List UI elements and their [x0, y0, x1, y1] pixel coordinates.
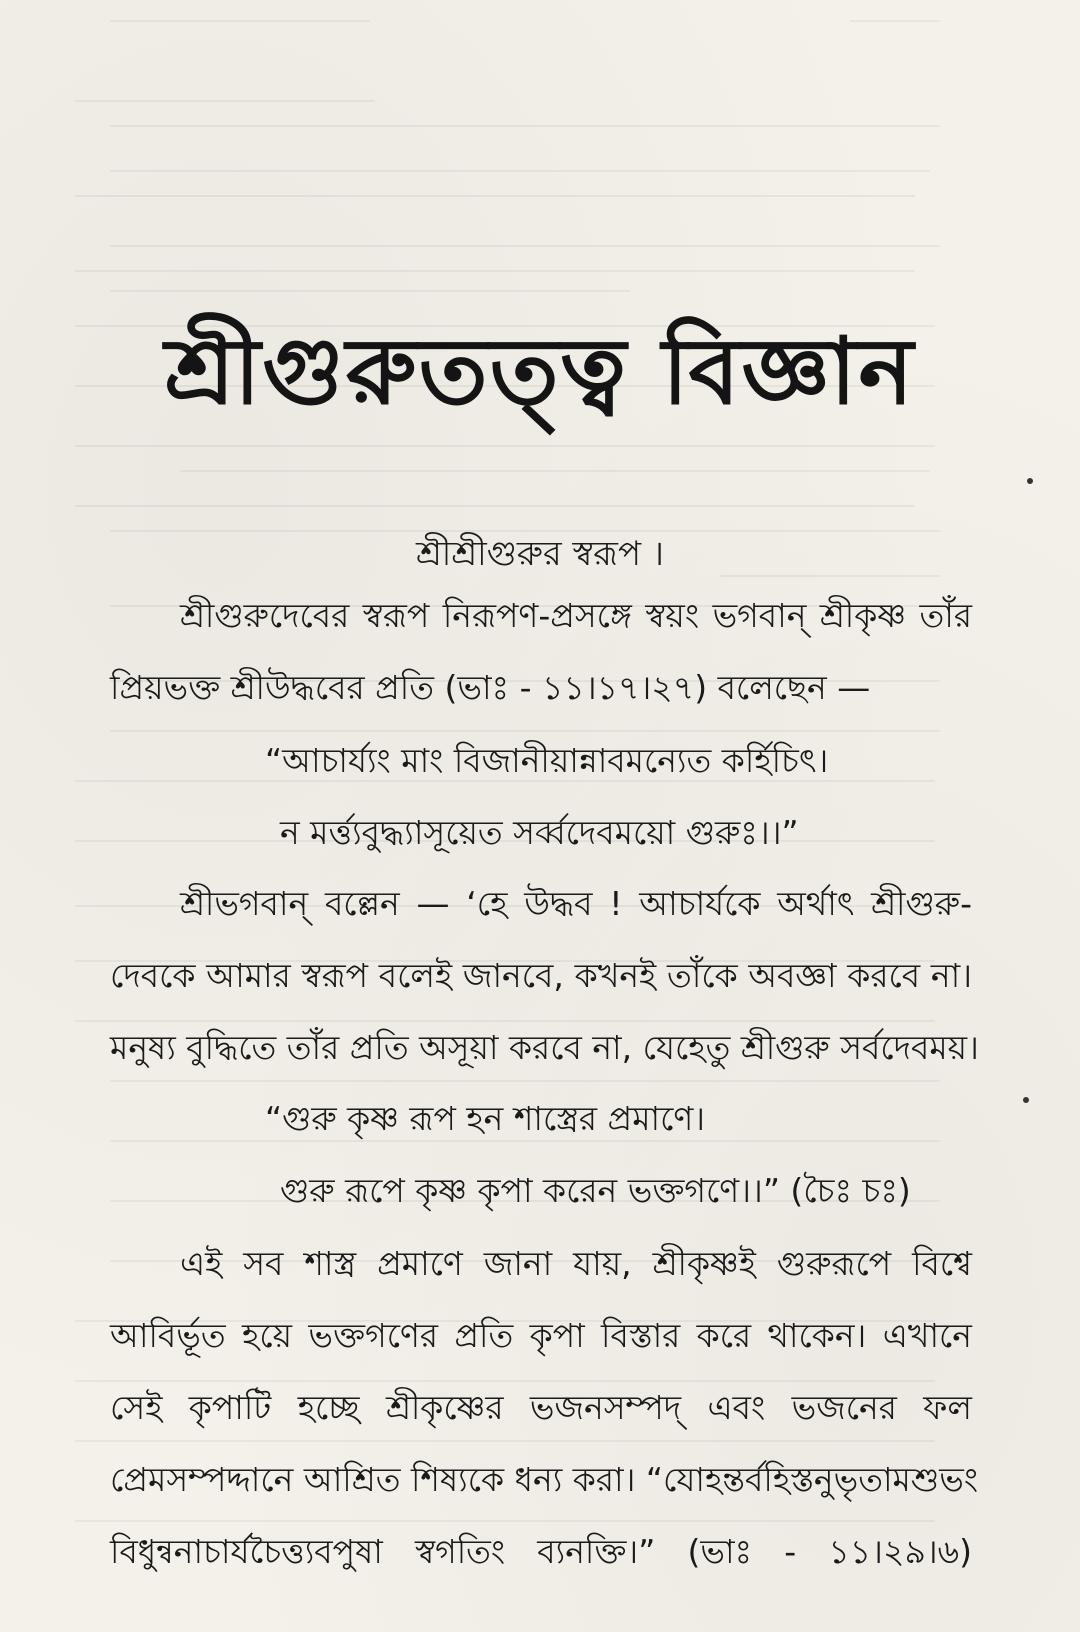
- verse-line: “আচার্য্যং মাং বিজানীয়ান্নাবমন্যেত কর্হিচিৎ।: [265, 741, 829, 780]
- ink-speck: [1027, 478, 1033, 484]
- text-line: মনুষ্য বুদ্ধিতে তাঁর প্রতি অসূয়া করবে না, যেহেতু শ্রীগুরু সর্বদেবময়।: [110, 1028, 979, 1067]
- text-line: প্রেমসম্পদ্দানে আশ্রিত শিষ্যকে ধন্য করা। “যোহন্তর্বহিস্তনুভৃতামশুভং: [110, 1460, 979, 1499]
- page-title: শ্রীগুরুতত্ত্ব বিজ্ঞান: [164, 318, 916, 425]
- verse-line: ন মর্ত্ত্যবুদ্ধ্যাসূয়েত সর্ব্বদেবময়ো গুরুঃ।।”: [280, 813, 799, 852]
- paragraph-explanation: [110, 1228, 979, 1588]
- paragraph-intro: [110, 580, 972, 724]
- section-heading: শ্রীশ্রীগুরুর স্বরূপ ।: [416, 534, 664, 574]
- text-line: এই সব শাস্ত্র প্রমাণে জানা যায়, শ্রীকৃষ্ণই গুরুরূপে বিশ্বে: [180, 1244, 972, 1283]
- bengali-verse: [110, 1083, 972, 1227]
- paragraph-translation: [110, 868, 979, 1084]
- text-line: আবির্ভূত হয়ে ভক্তগণের প্রতি কৃপা বিস্তার করে থাকেন। এখানে: [110, 1316, 972, 1355]
- ink-speck: [1023, 1097, 1029, 1103]
- verse-line: গুরু রূপে কৃষ্ণ কৃপা করেন ভক্তগণে।।” (চৈঃ চঃ): [280, 1171, 911, 1210]
- text-line: দেবকে আমার স্বরূপ বলেই জানবে, কখনই তাঁকে অবজ্ঞা করবে না।: [110, 956, 972, 995]
- text-line: প্রিয়ভক্ত শ্রীউদ্ধবের প্রতি (ভাঃ - ১১।১৭।২৭) বলেছেন —: [110, 668, 871, 707]
- text-line: শ্রীগুরুদেবের স্বরূপ নিরূপণ-প্রসঙ্গে স্বয়ং ভগবান্ শ্রীকৃষ্ণ তাঁর: [180, 596, 972, 635]
- text-line: বিধুন্বনাচার্যচৈত্ত্যবপুষা স্বগতিং ব্যনক্তি।” (ভাঃ - ১১।২৯।৬): [110, 1532, 972, 1571]
- text-line: সেই কৃপাটি হচ্ছে শ্রীকৃষ্ণের ভজনসম্পদ্ এবং ভজনের ফল: [110, 1388, 972, 1427]
- verse-line: “গুরু কৃষ্ণ রূপ হন শাস্ত্রের প্রমাণে।: [265, 1099, 706, 1138]
- sanskrit-verse: [110, 725, 972, 869]
- text-line: শ্রীভগবান্ বল্লেন — ‘হে উদ্ধব ! আচার্যকে অর্থাৎ শ্রীগুরু-: [180, 884, 972, 923]
